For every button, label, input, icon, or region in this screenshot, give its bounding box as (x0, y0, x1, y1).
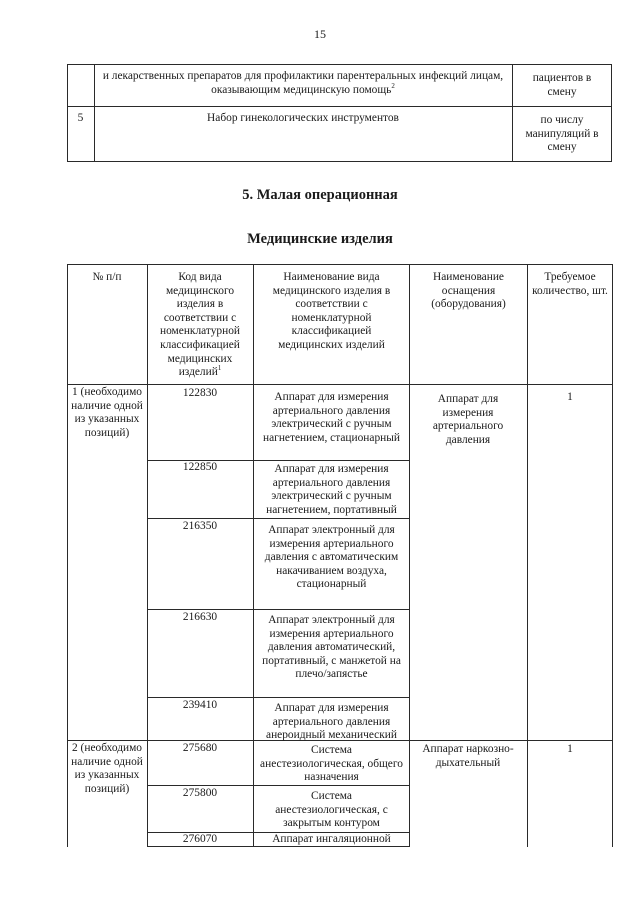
top-row-1-name-text: и лекарственных препаратов для профилактики парентеральных инфекций лицам, оказывающим медицинскую помощь (102, 70, 504, 96)
group-1-num: 1 (необходимо наличие одной из указанных позиций) (71, 386, 143, 439)
item-name: Аппарат для измерения артериального давления анероидный механический (266, 702, 397, 742)
item-code: 216630 (182, 611, 218, 623)
item-name: Аппарат электронный для измерения артериального давления с автоматическим накачиванием воздуха, стационарный (264, 524, 399, 591)
header-code (150, 271, 250, 380)
group-1-qty: 1 (567, 391, 573, 403)
footnote-2: 2 (391, 81, 395, 90)
group-2-equipment: Аппарат наркозно-дыхательный (422, 743, 514, 769)
item-name: Аппарат для измерения артериального давления электрический с ручным нагнетением, стационарный (263, 391, 400, 444)
footnote-1: 1 (217, 364, 222, 373)
header-num: № п/п (92, 271, 122, 283)
item-name: Аппарат для измерения артериального давления электрический с ручным нагнетением, портативный (266, 463, 397, 516)
group-2-qty: 1 (567, 743, 573, 755)
item-name: Аппарат ингаляционной (272, 833, 391, 845)
item-name: Аппарат электронный для измерения артериального давления автоматический, портативный, с манжетой на плечо/запястье (262, 614, 401, 681)
header-qty: Требуемое количество, шт. (532, 271, 608, 297)
item-name: Система анестезиологическая, с закрытым контуром (275, 790, 388, 830)
top-row-1-name (100, 70, 506, 97)
top-row-1-qty: пациентов в смену (532, 72, 592, 98)
section-title: 5. Малая операционная (242, 187, 398, 203)
item-code: 122830 (182, 387, 218, 399)
header-name: Наименование вида медицинского изделия в соответствии с номенклатурной классификацией медицинских изделий (272, 271, 391, 351)
item-name: Система анестезиологическая, общего назначения (260, 744, 403, 784)
group-2-num: 2 (необходимо наличие одной из указанных позиций) (71, 742, 143, 795)
top-row-2-num: 5 (77, 112, 84, 124)
item-code: 216350 (182, 520, 218, 532)
item-code: 122850 (182, 461, 218, 473)
top-row-2-qty: по числу манипуляций в смену (525, 114, 599, 154)
group-1-equipment: Аппарат для измерения артериального давления (432, 393, 504, 446)
item-code: 275680 (182, 742, 218, 754)
item-code: 275800 (182, 787, 218, 799)
page-number: 15 (314, 27, 326, 41)
item-code: 276070 (182, 833, 218, 845)
header-code-text: Код вида медицинского изделия в соответствии с номенклатурной классификацией медицинских изделий (159, 271, 241, 379)
top-row-2-name: Набор гинекологических инструментов (207, 112, 399, 124)
item-code: 239410 (182, 699, 218, 711)
subsection-title: Медицинские изделия (247, 231, 393, 247)
header-equipment: Наименование оснащения (оборудования) (431, 271, 506, 311)
